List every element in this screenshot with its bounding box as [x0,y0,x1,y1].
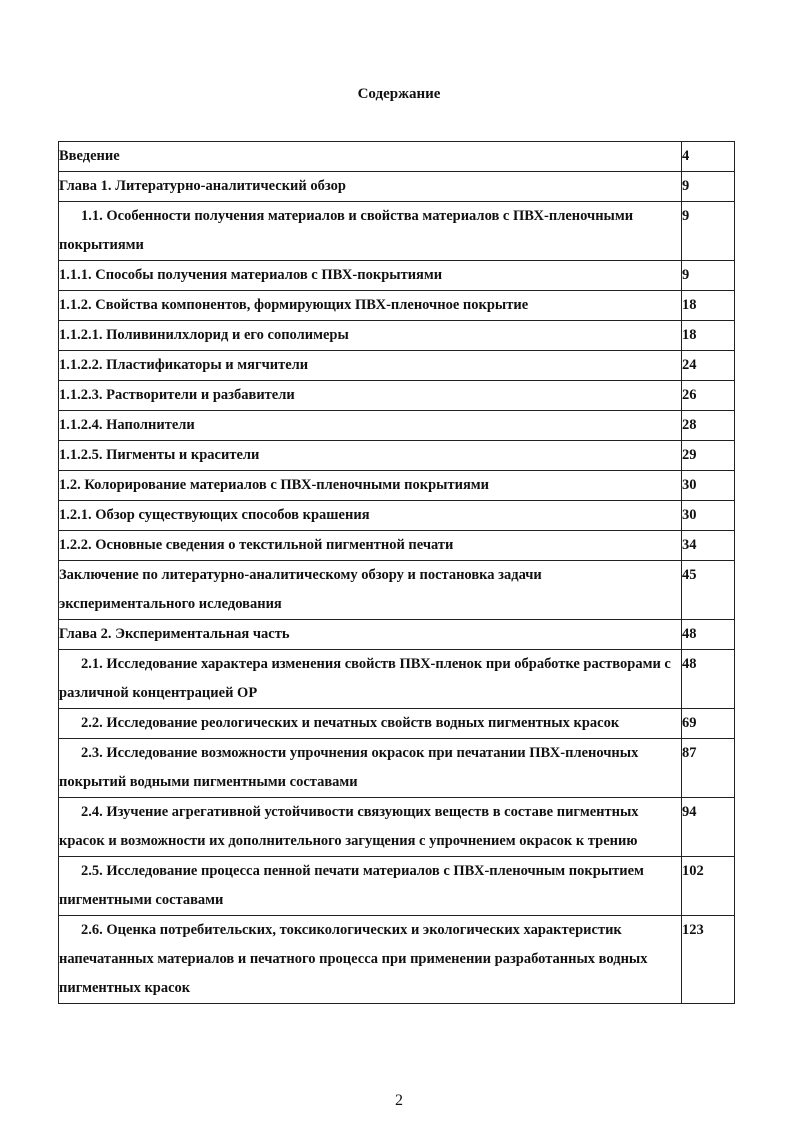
toc-entry-text: 1.1.2.3. Растворители и разбавители [59,381,682,411]
toc-entry-text: 1.1.2. Свойства компонентов, формирующих ПВХ-пленочное покрытие [59,291,682,321]
toc-entry-text: Глава 1. Литературно-аналитический обзор [59,172,682,202]
toc-row [59,561,735,620]
toc-row [59,202,735,261]
toc-entry-text: 2.1. Исследование характера изменения свойств ПВХ-пленок при обработке растворами с различной концентрацией ОР [59,650,682,709]
toc-row [59,441,735,471]
toc-entry-text: 1.1.2.2. Пластификаторы и мягчители [59,351,682,381]
toc-entry-text: 2.5. Исследование процесса пенной печати материалов с ПВХ-пленочным покрытием пигментными составами [59,857,682,916]
toc-entry-text: 1.2. Колорирование материалов с ПВХ-пленочными покрытиями [59,471,682,501]
toc-entry-page: 26 [682,381,735,411]
toc-entry-page: 30 [682,471,735,501]
toc-entry-text: 2.6. Оценка потребительских, токсикологических и экологических характеристик напечатанных материалов и печатного процесса при применении разработанных водных пигментных красок [59,916,682,1004]
toc-entry-text: 2.2. Исследование реологических и печатных свойств водных пигментных красок [59,709,682,739]
toc-row [59,501,735,531]
toc-table [58,141,735,1004]
toc-entry-page: 18 [682,291,735,321]
toc-row [59,620,735,650]
toc-entry-page: 69 [682,709,735,739]
toc-entry-page: 123 [682,916,735,1004]
toc-row [59,172,735,202]
toc-entry-text: Глава 2. Экспериментальная часть [59,620,682,650]
toc-entry-text: 1.2.1. Обзор существующих способов крашения [59,501,682,531]
toc-row [59,321,735,351]
toc-row [59,650,735,709]
toc-entry-page: 102 [682,857,735,916]
toc-row [59,261,735,291]
toc-row [59,709,735,739]
toc-row [59,381,735,411]
page-title: Содержание [357,86,441,102]
toc-entry-text: Заключение по литературно-аналитическому обзору и постановка задачи экспериментального иследования [59,561,682,620]
toc-entry-page: 29 [682,441,735,471]
toc-row [59,798,735,857]
toc-entry-page: 9 [682,261,735,291]
toc-row [59,531,735,561]
toc-entry-page: 9 [682,172,735,202]
toc-row [59,857,735,916]
toc-entry-page: 30 [682,501,735,531]
toc-entry-page: 45 [682,561,735,620]
toc-row [59,411,735,441]
toc-row [59,739,735,798]
toc-entry-page: 24 [682,351,735,381]
toc-entry-text: 1.2.2. Основные сведения о текстильной пигментной печати [59,531,682,561]
toc-row [59,351,735,381]
toc-entry-text: 1.1.2.5. Пигменты и красители [59,441,682,471]
toc-row [59,916,735,1004]
toc-entry-page: 94 [682,798,735,857]
toc-entry-text: 1.1.2.4. Наполнители [59,411,682,441]
toc-entry-page: 48 [682,650,735,709]
toc-entry-text: 1.1.1. Способы получения материалов с ПВХ-покрытиями [59,261,682,291]
toc-entry-text: Введение [59,142,682,172]
toc-entry-page: 48 [682,620,735,650]
toc-entry-text: 1.1. Особенности получения материалов и свойства материалов с ПВХ-пленочными покрытиями [59,202,682,261]
toc-entry-page: 28 [682,411,735,441]
toc-row [59,142,735,172]
toc-entry-text: 1.1.2.1. Поливинилхлорид и его сополимеры [59,321,682,351]
toc-row [59,291,735,321]
toc-entry-page: 18 [682,321,735,351]
toc-row [59,471,735,501]
toc-entry-page: 4 [682,142,735,172]
toc-entry-text: 2.3. Исследование возможности упрочнения окрасок при печатании ПВХ-пленочных покрытий водными пигментными составами [59,739,682,798]
toc-entry-page: 87 [682,739,735,798]
toc-entry-page: 9 [682,202,735,261]
toc-entry-text: 2.4. Изучение агрегативной устойчивости связующих веществ в составе пигментных красок и возможности их дополнительного загущения с упрочнением окрасок к трению [59,798,682,857]
page-number: 2 [395,1092,403,1109]
toc-entry-page: 34 [682,531,735,561]
